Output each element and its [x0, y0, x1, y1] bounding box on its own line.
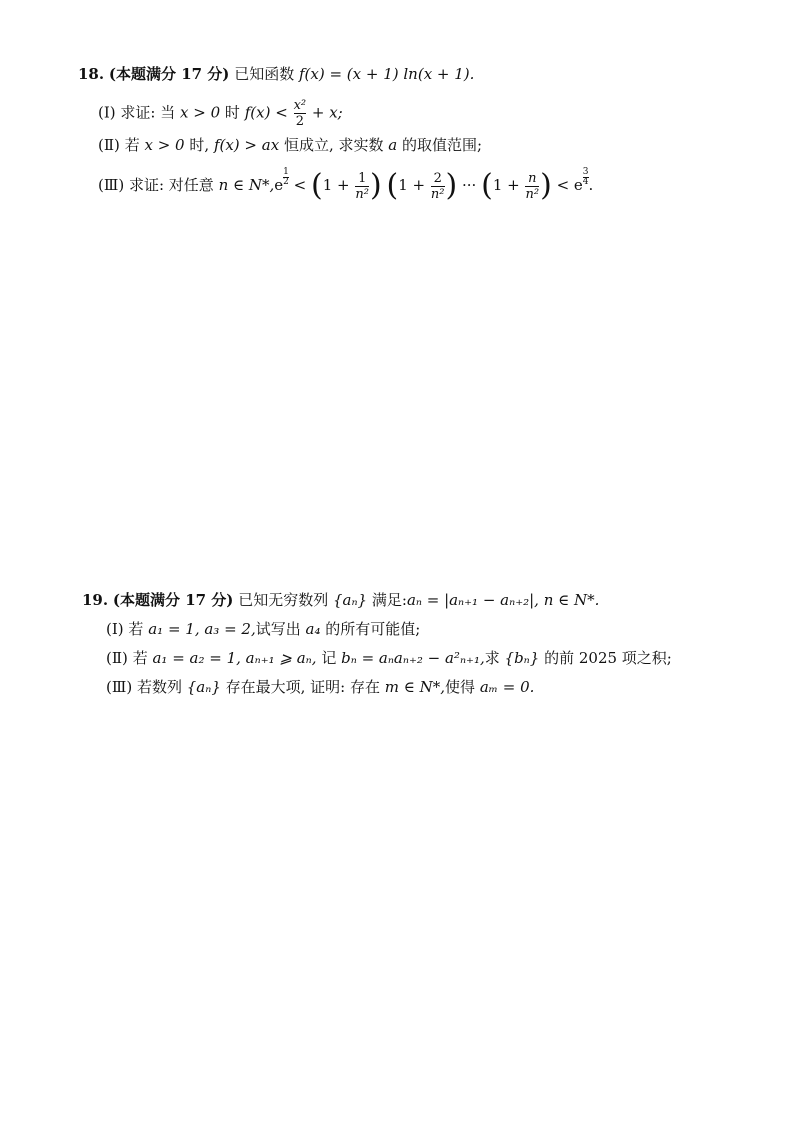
- part-text: 时: [224, 103, 240, 122]
- fraction-numerator: x²: [293, 98, 307, 113]
- fraction-denominator: n²: [355, 186, 370, 202]
- fraction: [431, 171, 445, 202]
- part-label: (Ⅱ): [98, 136, 120, 154]
- part-text: 求证: 对任意: [128, 176, 214, 194]
- part-text: 试写出: [255, 620, 301, 638]
- part-formula: e: [274, 176, 284, 194]
- fraction-numerator: n: [528, 170, 537, 186]
- left-paren: (: [311, 168, 323, 203]
- part-formula: a₁ = a₂ = 1, aₙ₊₁ ⩾ aₙ,: [152, 649, 317, 667]
- fraction: [355, 171, 369, 202]
- fraction: [294, 98, 307, 129]
- problem-19-stem-text: 满足:: [371, 591, 407, 609]
- part-formula: x > 0: [144, 136, 185, 154]
- problem-19-header: (本题满分 17 分): [112, 591, 234, 609]
- part-text: 若: [128, 620, 144, 638]
- problem-19-part-2: [106, 648, 672, 668]
- problem-18-stem-formula: f(x) = (x + 1) ln(x + 1).: [298, 65, 475, 83]
- part-label: (Ⅲ): [106, 678, 133, 696]
- part-formula: aₘ = 0.: [479, 678, 535, 696]
- right-paren: ): [445, 168, 458, 203]
- part-text: 的所有可能值;: [325, 620, 421, 638]
- part-text: 记: [321, 649, 337, 667]
- problem-18-part-2: [98, 135, 482, 155]
- part-text: 若数列: [136, 678, 182, 696]
- left-paren: (: [386, 168, 399, 203]
- sequence-symbol: {aₙ}: [186, 678, 221, 696]
- part-formula: a₄: [305, 620, 321, 638]
- problem-19-number: 19.: [82, 591, 109, 609]
- part-formula: 1 +: [322, 176, 350, 194]
- part-formula: <: [293, 176, 307, 194]
- problem-18-part-1: [98, 98, 343, 129]
- part-text: 恒成立, 求实数: [283, 136, 384, 154]
- part-formula: 1 +: [492, 176, 520, 194]
- exponent-fraction: [283, 168, 289, 187]
- part-text: 的前 2025 项之积;: [544, 649, 672, 667]
- part-formula: bₙ = aₙaₙ₊₂ − a²ₙ₊₁,: [341, 649, 485, 667]
- part-label: (Ⅰ): [106, 620, 124, 638]
- part-text: 若: [132, 649, 148, 667]
- fraction-denominator: n²: [430, 186, 445, 202]
- part-label: (Ⅰ): [98, 103, 116, 122]
- problem-18-header: (本题满分 17 分): [108, 65, 230, 83]
- part-formula: a₁ = 1, a₃ = 2,: [148, 620, 256, 638]
- part-formula: f(x) > ax: [213, 136, 280, 154]
- problem-18-stem: [78, 64, 474, 84]
- fraction-denominator: n²: [525, 186, 540, 202]
- exponent-denominator: 2: [283, 177, 289, 187]
- part-formula: a: [388, 136, 398, 154]
- right-paren: ): [370, 168, 382, 203]
- ellipsis: ···: [462, 176, 477, 194]
- problem-19-stem-formula: aₙ = |aₙ₊₁ − aₙ₊₂|, n ∈ N*.: [406, 591, 600, 609]
- part-text: 求: [484, 649, 500, 667]
- part-formula: + x;: [311, 103, 343, 122]
- problem-19-stem-text: 已知无穷数列: [238, 591, 329, 609]
- part-formula: f(x) <: [244, 103, 288, 122]
- part-text: 求证: 当: [120, 103, 176, 122]
- right-paren: ): [540, 168, 552, 203]
- part-formula: m ∈ N*,: [384, 678, 446, 696]
- part-text: 时,: [189, 136, 210, 154]
- period: .: [588, 176, 594, 194]
- part-label: (Ⅱ): [106, 649, 128, 667]
- part-formula: < e: [556, 176, 583, 194]
- problem-18-stem-text: 已知函数: [234, 65, 295, 83]
- problem-18-part-3: [98, 168, 593, 202]
- part-formula: x > 0: [180, 103, 221, 122]
- fraction-denominator: 2: [294, 113, 307, 129]
- exponent-numerator: 3: [582, 167, 589, 177]
- problem-18-number: 18.: [78, 65, 105, 83]
- problem-19-stem: [82, 590, 599, 610]
- fraction: [525, 171, 539, 202]
- part-formula: n ∈ N*,: [218, 176, 275, 194]
- fraction-numerator: 2: [433, 170, 442, 186]
- sequence-symbol: {aₙ}: [332, 591, 368, 609]
- part-text: 的取值范围;: [402, 136, 483, 154]
- exponent-numerator: 1: [283, 167, 289, 177]
- part-text: 存在最大项, 证明: 存在: [225, 678, 380, 696]
- part-text: 使得: [445, 678, 476, 696]
- left-paren: (: [481, 168, 493, 203]
- exponent-denominator: 4: [582, 177, 589, 187]
- part-formula: 1 +: [398, 176, 426, 194]
- part-text: 若: [124, 136, 140, 154]
- sequence-symbol: {bₙ}: [504, 649, 540, 667]
- fraction-numerator: 1: [358, 170, 367, 186]
- problem-19-part-3: [106, 677, 534, 697]
- part-label: (Ⅲ): [98, 176, 125, 194]
- problem-19-part-1: [106, 619, 420, 639]
